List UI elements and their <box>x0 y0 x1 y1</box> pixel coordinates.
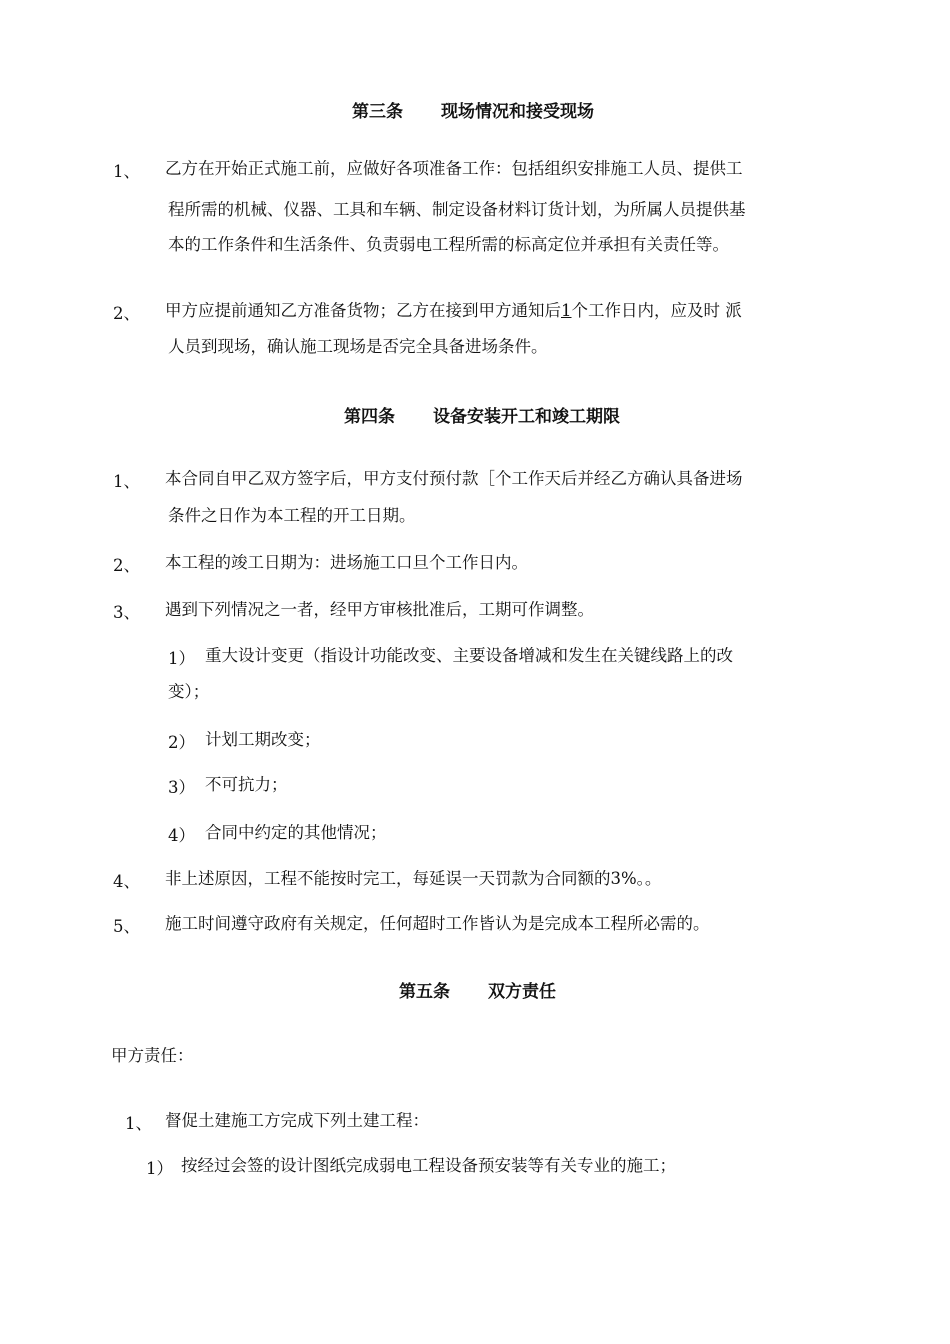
s4-sub-2-text: 计划工期改变； <box>205 730 321 749</box>
s4-item-5-number: 5、 <box>113 917 140 936</box>
s4-item-3-number: 3、 <box>113 603 140 622</box>
s5-item-1-number: 1、 <box>125 1114 152 1133</box>
s5-item-1-text: 督促土建施工方完成下列土建工程： <box>165 1111 429 1130</box>
s3-item-1-line-3: 本的工作条件和生活条件、负责弱电工程所需的标高定位并承担有关责任等。 <box>168 235 729 254</box>
s4-sub-4-text: 合同中约定的其他情况； <box>205 823 387 842</box>
s4-item-2-number: 2、 <box>113 556 140 575</box>
section-5-heading <box>399 977 556 1002</box>
s4-sub-4-number: 4） <box>168 826 195 845</box>
s3-item-2-text-a: 甲方应提前通知乙方准备货物；乙方在接到甲方通知后 <box>165 301 561 320</box>
section-4-heading <box>344 402 620 427</box>
s3-item-2-days: 1 <box>561 301 572 320</box>
s3-item-2-line-1 <box>165 293 742 329</box>
s3-item-1-line-1: 乙方在开始正式施工前，应做好各项准备工作：包括组织安排施工人员、提供工 <box>165 159 743 178</box>
s4-sub-1-line-1: 重大设计变更（指设计功能改变、主要设备增减和发生在关键线路上的改 <box>205 646 733 665</box>
s3-item-1-line-2: 程所需的机械、仪器、工具和车辆、制定设备材料订货计划，为所属人员提供基 <box>168 200 746 219</box>
section-5-title: 双方责任 <box>488 982 556 1002</box>
s4-item-2-text: 本工程的竣工日期为：进场施工口旦个工作日内。 <box>165 553 528 572</box>
s5-sub-1-text: 按经过会签的设计图纸完成弱电工程设备预安装等有关专业的施工； <box>181 1156 676 1175</box>
s5-sub-1-number: 1） <box>146 1159 173 1178</box>
section-3-title: 现场情况和接受现场 <box>441 102 594 122</box>
s3-item-1-number: 1、 <box>113 162 140 181</box>
section-5-number: 第五条 <box>399 982 450 1002</box>
s3-item-2-line-2: 人员到现场，确认施工现场是否完全具备进场条件。 <box>168 337 548 356</box>
s4-sub-2-number: 2） <box>168 733 195 752</box>
s4-sub-1-line-2: 变）； <box>168 682 210 701</box>
s4-sub-3-text: 不可抗力； <box>205 775 288 794</box>
s4-item-3-text: 遇到下列情况之一者，经甲方审核批准后，工期可作调整。 <box>165 600 594 619</box>
section-4-title: 设备安装开工和竣工期限 <box>433 407 620 427</box>
party-a-responsibility-label: 甲方责任： <box>111 1046 194 1065</box>
s4-sub-3-number: 3） <box>168 778 195 797</box>
section-3-heading <box>352 97 594 122</box>
s4-item-1-line-1: 本合同自甲乙双方签字后，甲方支付预付款［个工作天后并经乙方确认具备进场 <box>165 469 743 488</box>
s4-item-4-text: 非上述原因，工程不能按时完工，每延误一天罚款为合同额的3%。。 <box>165 869 662 888</box>
s4-sub-1-number: 1） <box>168 649 195 668</box>
section-3-number: 第三条 <box>352 102 403 122</box>
s3-item-2-number: 2、 <box>113 304 140 323</box>
s4-item-1-number: 1、 <box>113 472 140 491</box>
section-4-number: 第四条 <box>344 407 395 427</box>
s4-item-5-text: 施工时间遵守政府有关规定，任何超时工作皆认为是完成本工程所必需的。 <box>165 914 710 933</box>
s4-item-1-line-2: 条件之日作为本工程的开工日期。 <box>168 506 416 525</box>
s4-item-4-number: 4、 <box>113 872 140 891</box>
s3-item-2-text-b: 个工作日内，应及时 派 <box>571 301 742 320</box>
